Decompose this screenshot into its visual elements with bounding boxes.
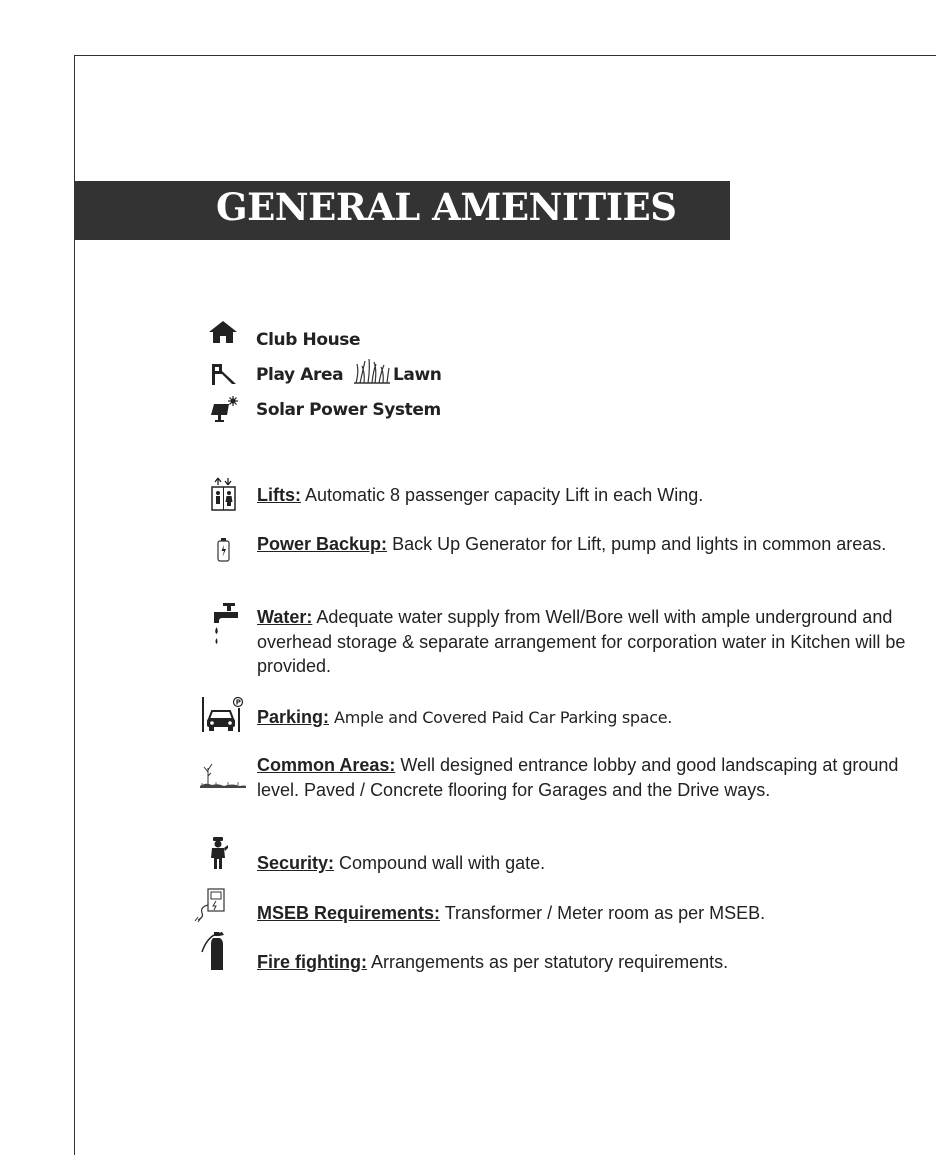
electric-meter-icon [194,887,234,923]
svg-text:P: P [235,698,241,707]
playground-icon [210,362,238,386]
amenity-text: Well designed entrance lobby and good landscaping at ground level. Paved / Concrete flooring for Garages and the Drive ways. [257,755,899,800]
amenity-power-backup [257,532,922,557]
amenity-label: Fire fighting: [257,952,367,972]
house-icon [208,320,238,344]
water-tap-icon [210,601,242,647]
amenity-label: Parking: [257,707,330,727]
amenity-solar-power: Solar Power System [256,400,441,420]
amenity-security [257,851,922,876]
amenity-text: Arrangements as per statutory requirements. [371,952,729,972]
amenity-play-area: Play Area [256,365,344,385]
solar-panel-icon [209,395,241,423]
amenity-text: Ample and Covered Paid Car Parking space. [334,708,673,727]
amenity-label: Common Areas: [257,755,396,775]
battery-icon [216,537,231,563]
security-guard-icon [207,836,229,870]
amenity-parking [257,705,922,731]
amenity-common-areas [257,753,922,802]
amenity-fire-fighting [257,950,922,975]
amenity-mseb [257,901,922,926]
amenity-label: MSEB Requirements: [257,903,441,923]
elevator-icon [210,476,237,511]
landscape-icon [198,758,248,790]
amenity-label: Power Backup: [257,534,388,554]
amenity-label: Water: [257,607,313,627]
amenity-water [257,605,922,679]
parking-icon [200,694,244,734]
amenity-lawn: Lawn [393,365,442,385]
grass-icon [354,358,390,384]
amenity-text: Transformer / Meter room as per MSEB. [444,903,766,923]
amenity-label: Security: [257,853,335,873]
amenity-lifts [257,483,922,508]
title-banner [74,181,730,240]
amenity-text: Adequate water supply from Well/Bore well with ample underground and overhead storage & separate arrangement for corporation water in Kitchen will be provided. [257,607,906,676]
amenity-text: Automatic 8 passenger capacity Lift in each Wing. [305,485,704,505]
page-title: GENERAL AMENITIES [216,185,677,229]
fire-extinguisher-icon [200,930,230,972]
amenity-text: Back Up Generator for Lift, pump and lights in common areas. [392,534,887,554]
amenity-club-house: Club House [256,330,361,350]
amenity-text: Compound wall with gate. [339,853,546,873]
amenity-label: Lifts: [257,485,301,505]
